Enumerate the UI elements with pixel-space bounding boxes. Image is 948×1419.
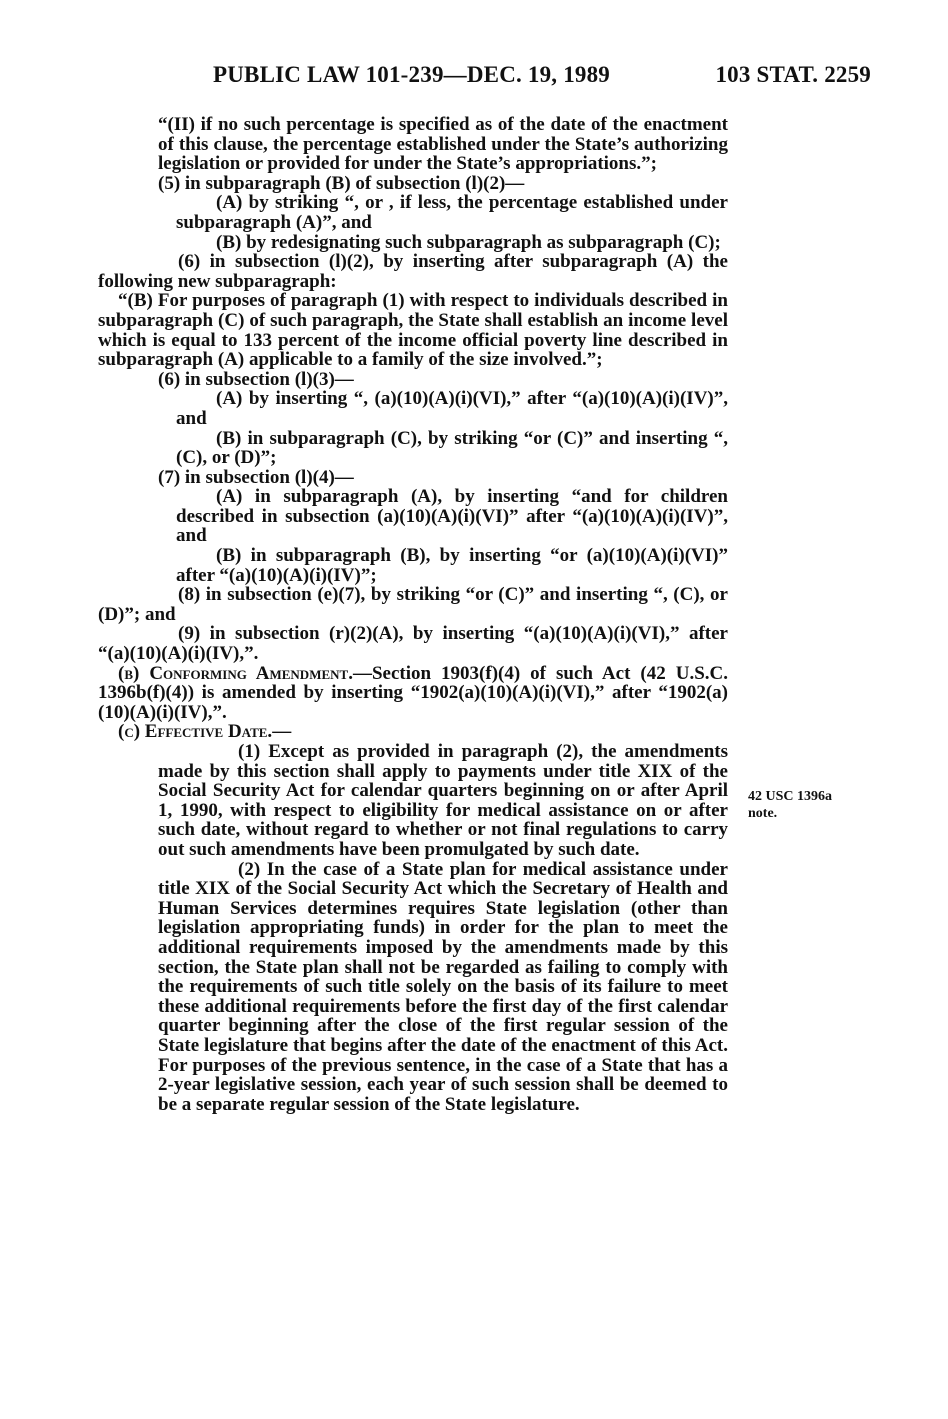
item-7: (7) in subsection (l)(4)— xyxy=(158,466,354,488)
subsection-c xyxy=(98,722,728,742)
margin-note-citation: 42 USC 1396a xyxy=(748,789,833,804)
running-header xyxy=(213,62,871,92)
new-subparagraph-b: “(B) For purposes of paragraph (1) with respect to individuals described in subparagraph (C) of such paragraph, the State shall establish an income level which is equal to 133 percent of the income official poverty line described in subparagraph (A) applicable to a family of the size involved.”; xyxy=(98,290,728,371)
item-6-first: (6) in subsection (l)(2), by inserting after subparagraph (A) the following new subparagraph: xyxy=(98,251,728,292)
document-body xyxy=(98,115,728,1114)
item-6-b: (B) in subparagraph (C), by striking “or (C)” and inserting “, (C), or (D)”; xyxy=(176,427,728,469)
clause-ii: “(II) if no such percentage is specified as of the date of the enactment of this clause, the percentage established under the State’s authorizing legislation or provided for under the State’s appropriations.”; xyxy=(158,114,728,175)
effective-paragraph-2: (2) In the case of a State plan for medical assistance under title XIX of the Social Security Act which the Secretary of Health and Human Services determines requires State legislation (other than legislation appropriating funds) in order for the plan to meet the additional requirements imposed by the amendments made by this section, the State plan shall not be regarded as failing to comply with the requirements of such title solely on the basis of its failure to meet these additional requirements before the first day of the first calendar quarter beginning after the close of the first regular session of the State legislature that begins after the date of the enactment of this Act. For purposes of the previous sentence, in the case of a State that has a 2-year legislative session, each year of such session shall be deemed to be a separate regular session of the State legislature. xyxy=(158,858,728,1115)
subsection-c-heading: (c) Effective Date. xyxy=(118,721,273,743)
header-title: PUBLIC LAW 101-239—DEC. 19, 1989 xyxy=(213,62,611,87)
subsection-b-heading: (b) Conforming Amendment. xyxy=(118,662,353,684)
item-6-second: (6) in subsection (l)(3)— xyxy=(158,368,354,390)
margin-note-label: note. xyxy=(748,806,778,821)
item-9: (9) in subsection (r)(2)(A), by inserting “(a)(10)(A)(i)(VI),” after “(a)(10)(A)(i)(IV),”. xyxy=(98,623,728,665)
header-page-reference: 103 STAT. 2259 xyxy=(715,62,871,87)
item-7-b: (B) in subparagraph (B), by inserting “or (a)(10)(A)(i)(VI)” after “(a)(10)(A)(i)(IV)”; xyxy=(176,545,728,586)
item-8: (8) in subsection (e)(7), by striking “or (C)” and inserting “, (C), or (D)”; and xyxy=(98,584,728,625)
subsection-b-text: —Section 1903(f)(4) of such Act (42 U.S.C. 1396b(f)(4)) is amended by inserting “1902(a)(10)(A)(i)(VI),” after “1902(a)(10)(A)(i)(IV),”. xyxy=(98,662,728,723)
item-7-a: (A) in subparagraph (A), by inserting “and for children described in subsection (a)(10)(A)(i)(VI)” after “(a)(10)(A)(i)(IV)”, and xyxy=(176,486,728,547)
item-5: (5) in subparagraph (B) of subsection (l)(2)— xyxy=(158,172,525,194)
subsection-c-dash: — xyxy=(272,721,292,743)
item-5-b: (B) by redesignating such subparagraph as subparagraph (C); xyxy=(216,231,721,253)
margin-citation-note xyxy=(748,788,832,822)
item-5-a: (A) by striking “, or , if less, the percentage established under subparagraph (A)”, and xyxy=(176,192,728,233)
subsection-b xyxy=(98,664,728,723)
effective-paragraph-1: (1) Except as provided in paragraph (2), the amendments made by this section shall apply to payments under title XIX of the Social Security Act for calendar quarters beginning on or after April 1, 1990, with respect to eligibility for medical assistance on or after such date, without regard to whether or not final regulations to carry out such amendments have been promulgated by such date. xyxy=(158,741,728,860)
item-6-a: (A) by inserting “, (a)(10)(A)(i)(VI),” after “(a)(10)(A)(i)(IV)”, and xyxy=(176,388,728,429)
